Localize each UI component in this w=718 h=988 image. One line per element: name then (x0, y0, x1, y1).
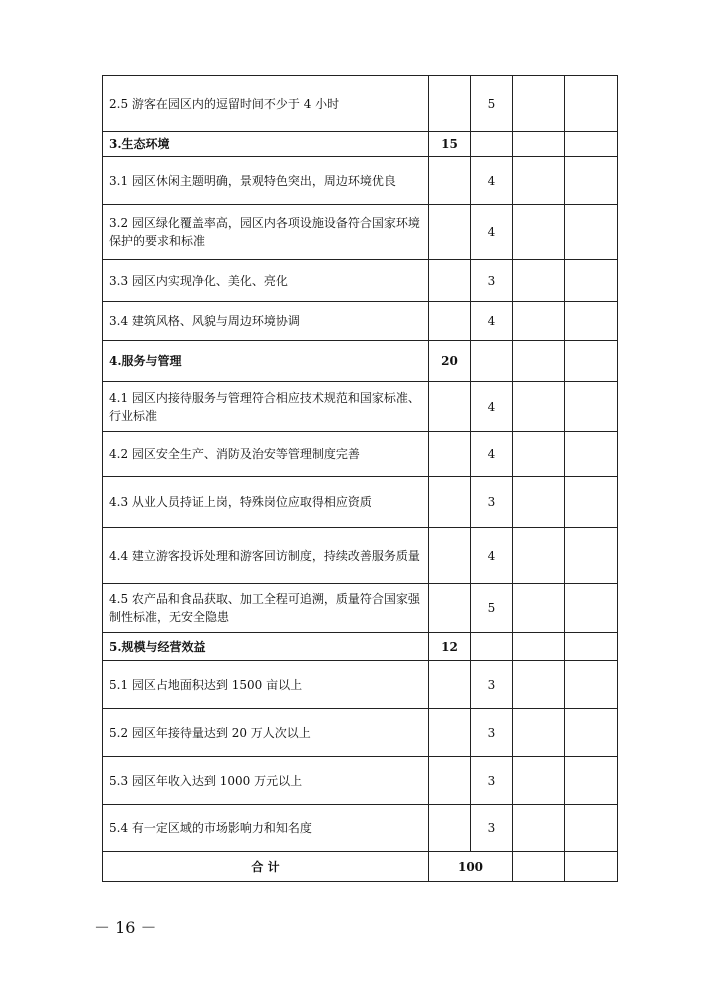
blank-cell (429, 805, 471, 852)
blank-cell (513, 584, 565, 633)
blank-cell (565, 341, 618, 382)
criterion-points: 3 (471, 260, 513, 302)
criterion-text: 4.4 建立游客投诉处理和游客回访制度，持续改善服务质量 (103, 528, 429, 584)
blank-cell (471, 341, 513, 382)
blank-cell (429, 528, 471, 584)
blank-cell (565, 157, 618, 205)
blank-cell (471, 132, 513, 157)
criterion-row (103, 205, 618, 260)
blank-cell (513, 76, 565, 132)
blank-cell (471, 633, 513, 661)
blank-cell (513, 709, 565, 757)
blank-cell (565, 260, 618, 302)
blank-cell (513, 432, 565, 477)
blank-cell (513, 633, 565, 661)
criterion-points: 3 (471, 661, 513, 709)
criterion-text: 4.5 农产品和食品获取、加工全程可追溯，质量符合国家强制性标准，无安全隐患 (103, 584, 429, 633)
criterion-text: 5.2 园区年接待量达到 20 万人次以上 (103, 709, 429, 757)
blank-cell (565, 805, 618, 852)
blank-cell (565, 528, 618, 584)
criterion-points: 3 (471, 757, 513, 805)
criterion-row (103, 260, 618, 302)
blank-cell (429, 76, 471, 132)
criterion-row (103, 477, 618, 528)
page-number: － 16 － (94, 918, 157, 937)
blank-cell (513, 302, 565, 341)
criterion-row (103, 157, 618, 205)
criterion-text: 3.2 园区绿化覆盖率高，园区内各项设施设备符合国家环境保护的要求和标准 (103, 205, 429, 260)
criterion-points: 5 (471, 76, 513, 132)
blank-cell (429, 382, 471, 432)
blank-cell (513, 132, 565, 157)
total-row (103, 852, 618, 882)
blank-cell (513, 157, 565, 205)
section-title: 3.生态环境 (103, 132, 429, 157)
total-value: 100 (429, 852, 513, 882)
blank-cell (513, 477, 565, 528)
criterion-text: 2.5 游客在园区内的逗留时间不少于 4 小时 (103, 76, 429, 132)
section-score: 15 (429, 132, 471, 157)
criterion-points: 3 (471, 805, 513, 852)
blank-cell (429, 302, 471, 341)
criterion-text: 4.2 园区安全生产、消防及治安等管理制度完善 (103, 432, 429, 477)
blank-cell (513, 382, 565, 432)
blank-cell (429, 661, 471, 709)
total-blank-cell (513, 852, 565, 882)
section-row (103, 132, 618, 157)
blank-cell (565, 709, 618, 757)
blank-cell (565, 432, 618, 477)
blank-cell (429, 709, 471, 757)
section-score: 20 (429, 341, 471, 382)
blank-cell (429, 260, 471, 302)
criterion-points: 4 (471, 528, 513, 584)
criterion-text: 3.3 园区内实现净化、美化、亮化 (103, 260, 429, 302)
criterion-points: 4 (471, 205, 513, 260)
criterion-row (103, 709, 618, 757)
criterion-text: 3.1 园区休闲主题明确，景观特色突出，周边环境优良 (103, 157, 429, 205)
criterion-row (103, 528, 618, 584)
blank-cell (513, 260, 565, 302)
scoring-table-body (103, 76, 618, 852)
blank-cell (429, 205, 471, 260)
scoring-table (102, 75, 618, 882)
criterion-row (103, 757, 618, 805)
blank-cell (565, 584, 618, 633)
criterion-points: 4 (471, 382, 513, 432)
blank-cell (429, 432, 471, 477)
criterion-text: 4.3 从业人员持证上岗，特殊岗位应取得相应资质 (103, 477, 429, 528)
blank-cell (513, 341, 565, 382)
criterion-points: 4 (471, 157, 513, 205)
criterion-row (103, 302, 618, 341)
blank-cell (429, 757, 471, 805)
criterion-text: 4.1 园区内接待服务与管理符合相应技术规范和国家标准、行业标准 (103, 382, 429, 432)
criterion-row (103, 432, 618, 477)
criterion-points: 3 (471, 709, 513, 757)
total-blank-cell (565, 852, 618, 882)
blank-cell (513, 661, 565, 709)
blank-cell (565, 132, 618, 157)
criterion-points: 3 (471, 477, 513, 528)
blank-cell (565, 477, 618, 528)
criterion-points: 4 (471, 302, 513, 341)
blank-cell (565, 661, 618, 709)
blank-cell (565, 205, 618, 260)
criterion-row (103, 805, 618, 852)
blank-cell (513, 528, 565, 584)
blank-cell (429, 157, 471, 205)
criterion-text: 5.1 园区占地面积达到 1500 亩以上 (103, 661, 429, 709)
blank-cell (565, 382, 618, 432)
blank-cell (565, 757, 618, 805)
criterion-points: 4 (471, 432, 513, 477)
section-title: 5.规模与经营效益 (103, 633, 429, 661)
blank-cell (429, 477, 471, 528)
section-title: 4.服务与管理 (103, 341, 429, 382)
blank-cell (429, 584, 471, 633)
blank-cell (565, 633, 618, 661)
blank-cell (565, 302, 618, 341)
criterion-row (103, 382, 618, 432)
criterion-row (103, 584, 618, 633)
section-row (103, 633, 618, 661)
blank-cell (513, 205, 565, 260)
blank-cell (565, 76, 618, 132)
criterion-text: 5.4 有一定区域的市场影响力和知名度 (103, 805, 429, 852)
total-label: 合 计 (103, 852, 429, 882)
criterion-text: 5.3 园区年收入达到 1000 万元以上 (103, 757, 429, 805)
section-row (103, 341, 618, 382)
criterion-row (103, 661, 618, 709)
section-score: 12 (429, 633, 471, 661)
blank-cell (513, 757, 565, 805)
criterion-points: 5 (471, 584, 513, 633)
blank-cell (513, 805, 565, 852)
criterion-row (103, 76, 618, 132)
criterion-text: 3.4 建筑风格、风貌与周边环境协调 (103, 302, 429, 341)
